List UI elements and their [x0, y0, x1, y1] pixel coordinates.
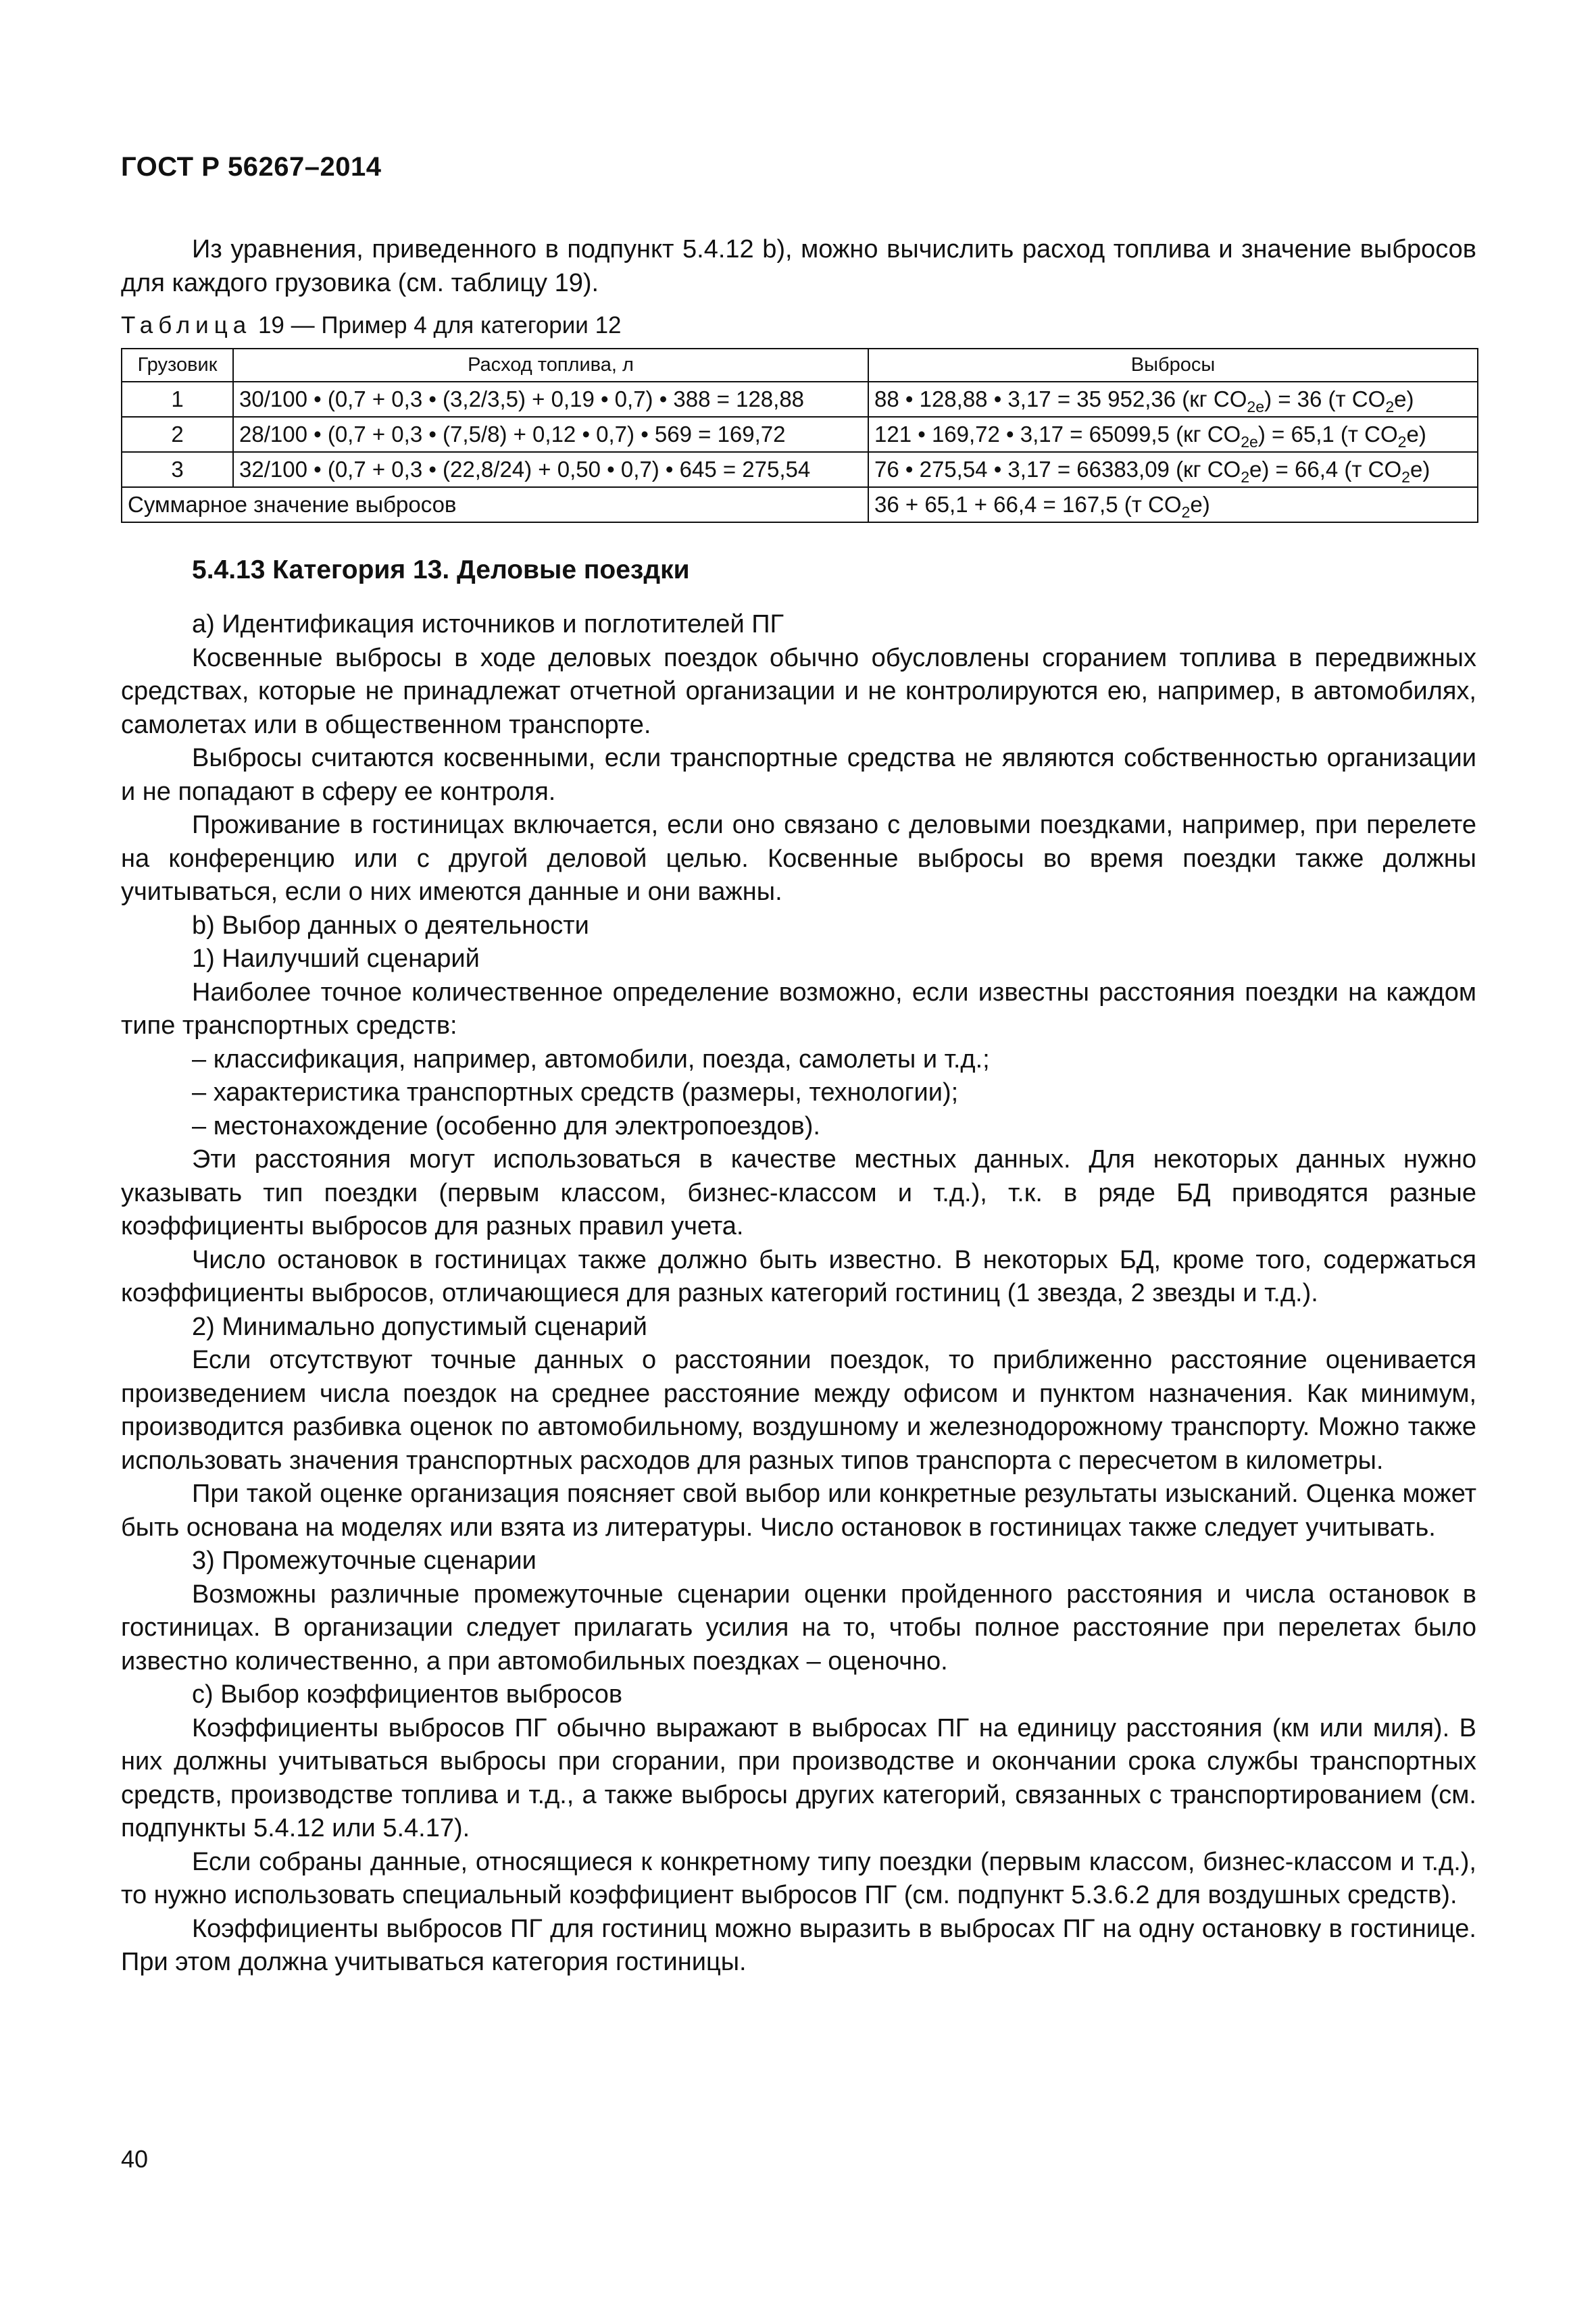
cell-emissions — [868, 382, 1478, 417]
emissions-part: ) = 36 (т CO — [1264, 386, 1386, 411]
total-value — [868, 487, 1478, 522]
list-item: – классификация, например, автомобили, поезда, самолеты и т.д.; — [192, 1045, 990, 1074]
paragraph: 1) Наилучший сценарий — [192, 945, 480, 973]
paragraph: Наиболее точное количественное определение возможно, если известны расстояния поездки на каждом типе транспортных средств: — [121, 978, 1476, 1040]
paragraph: Косвенные выбросы в ходе деловых поездок обычно обусловлены сгоранием топлива в передвижных средствах, которые не принадлежат отчетной организации и не контролируются ею, например, в автомобилях, самолетах или в общественном транспорте. — [121, 643, 1476, 739]
paragraph: Эти расстояния могут использоваться в качестве местных данных. Для некоторых данных нужно указывать тип поездки (первым классом, бизнес-классом и т.д.), т.к. в ряде БД приводятся разные коэффициенты выбросов для разных правил учета. — [121, 1145, 1476, 1240]
cell-fuel: 30/100 • (0,7 + 0,3 • (3,2/3,5) + 0,19 • 0,7) • 388 = 128,88 — [233, 382, 868, 417]
paragraph: Коэффициенты выбросов ПГ для гостиниц можно выразить в выбросах ПГ на одну остановку в гостинице. При этом должна учитываться категория гостиницы. — [121, 1914, 1476, 1976]
emissions-subscript: 2e — [1241, 433, 1258, 451]
table-row — [122, 417, 1478, 452]
paragraph: Проживание в гостиницах включается, если оно связано с деловыми поездками, например, при перелете на конференцию или с другой деловой целью. Косвенные выбросы во время поездки также должны учитываться, если о них имеются данные и они важны. — [121, 811, 1476, 906]
paragraph: 3) Промежуточные сценарии — [192, 1546, 537, 1575]
emissions-part: ) = 65,1 (т CO — [1257, 422, 1398, 447]
emissions-part: e) — [1394, 386, 1414, 411]
page-number: 40 — [121, 2145, 149, 2173]
table-header-row — [122, 349, 1478, 382]
emissions-subscript: 2 — [1401, 468, 1411, 486]
document-id: ГОСТ Р 56267–2014 — [121, 152, 382, 182]
table-caption-text: 19 — Пример 4 для категории 12 — [251, 312, 622, 338]
paragraph: Возможны различные промежуточные сценарии оценки пройденного расстояния и числа остановок в гостиницах. В организации следует прилагать усилия на то, чтобы полное расстояние при перелетах было известно количественно, а при автомобильных поездках – оценочно. — [121, 1580, 1476, 1676]
table-19 — [121, 348, 1478, 523]
cell-emissions — [868, 417, 1478, 452]
section-title: 5.4.13 Категория 13. Деловые поездки — [192, 555, 690, 584]
section-body — [121, 608, 1476, 1980]
table-caption-prefix: Таблица — [121, 312, 252, 338]
cell-fuel: 32/100 • (0,7 + 0,3 • (22,8/24) + 0,50 • 0,7) • 645 = 275,54 — [233, 452, 868, 487]
cell-truck: 1 — [122, 382, 233, 417]
paragraph: b) Выбор данных о деятельности — [192, 911, 589, 940]
table-total-row — [122, 487, 1478, 522]
paragraph: с) Выбор коэффициентов выбросов — [192, 1680, 623, 1709]
total-subscript: 2 — [1181, 503, 1191, 522]
emissions-part: e) = 66,4 (т CO — [1249, 457, 1402, 482]
emissions-part: e) — [1410, 457, 1430, 482]
emissions-part: 88 • 128,88 • 3,17 = 35 952,36 (кг CO — [874, 386, 1247, 411]
column-header-emissions: Выбросы — [868, 349, 1478, 382]
emissions-subscript: 2 — [1397, 433, 1407, 451]
cell-fuel: 28/100 • (0,7 + 0,3 • (7,5/8) + 0,12 • 0,7) • 569 = 169,72 — [233, 417, 868, 452]
paragraph: Выбросы считаются косвенными, если транспортные средства не являются собственностью организации и не попадают в сферу ее контроля. — [121, 744, 1476, 806]
emissions-subscript: 2e — [1247, 398, 1265, 416]
list-item: – характеристика транспортных средств (размеры, технологии); — [192, 1078, 959, 1107]
emissions-subscript: 2 — [1385, 398, 1395, 416]
cell-truck: 3 — [122, 452, 233, 487]
total-part: e) — [1190, 492, 1210, 517]
total-part: 36 + 65,1 + 66,4 = 167,5 (т CO — [874, 492, 1182, 517]
paragraph: При такой оценке организация поясняет свой выбор или конкретные результаты изысканий. Оценка может быть основана на моделях или взята из литературы. Число остановок в гостиницах также следует учитывать. — [121, 1480, 1476, 1542]
emissions-part: 121 • 169,72 • 3,17 = 65099,5 (кг CO — [874, 422, 1241, 447]
total-label: Суммарное значение выбросов — [122, 487, 868, 522]
emissions-subscript: 2 — [1241, 468, 1250, 486]
cell-truck: 2 — [122, 417, 233, 452]
cell-emissions — [868, 452, 1478, 487]
paragraph: Если отсутствуют точные данных о расстоянии поездок, то приближенно расстояние оценивается произведением числа поездок на среднее расстояние между офисом и пунктом назначения. Как минимум, производится разбивка оценок по автомобильному, воздушному и железнодорожному транспорту. Можно также использовать значения транспортных расходов для разных типов транспорта с пересчетом в километры. — [121, 1346, 1476, 1475]
list-item: – местонахождение (особенно для электропоездов). — [192, 1111, 820, 1140]
paragraph: Число остановок в гостиницах также должно быть известно. В некоторых БД, кроме того, содержаться коэффициенты выбросов, отличающиеся для разных категорий гостиниц (1 звезда, 2 звезды и т.д.). — [121, 1245, 1476, 1307]
paragraph: Коэффициенты выбросов ПГ обычно выражают в выбросах ПГ на единицу расстояния (км или миля). В них должны учитываться выбросы при сгорании, при производстве и окончании срока службы транспортных средств, производстве топлива и т.д., а также выбросы других категорий, связанных с транспортированием (см. подпункты 5.4.12 или 5.4.17). — [121, 1713, 1476, 1842]
intro-block — [121, 233, 1476, 300]
emissions-part: e) — [1406, 422, 1426, 447]
paragraph: а) Идентификация источников и поглотителей ПГ — [192, 610, 784, 638]
emissions-part: 76 • 275,54 • 3,17 = 66383,09 (кг CO — [874, 457, 1241, 482]
table-caption — [121, 312, 622, 339]
paragraph: 2) Минимально допустимый сценарий — [192, 1312, 647, 1341]
column-header-truck: Грузовик — [122, 349, 233, 382]
column-header-fuel: Расход топлива, л — [233, 349, 868, 382]
table-row — [122, 452, 1478, 487]
paragraph: Если собраны данные, относящиеся к конкретному типу поездки (первым классом, бизнес-классом и т.д.), то нужно использовать специальный коэффициент выбросов ПГ (см. подпункт 5.3.6.2 для воздушных средств). — [121, 1847, 1476, 1909]
table-row — [122, 382, 1478, 417]
intro-paragraph: Из уравнения, приведенного в подпункт 5.4.12 b), можно вычислить расход топлива и значение выбросов для каждого грузовика (см. таблицу 19). — [121, 235, 1476, 297]
